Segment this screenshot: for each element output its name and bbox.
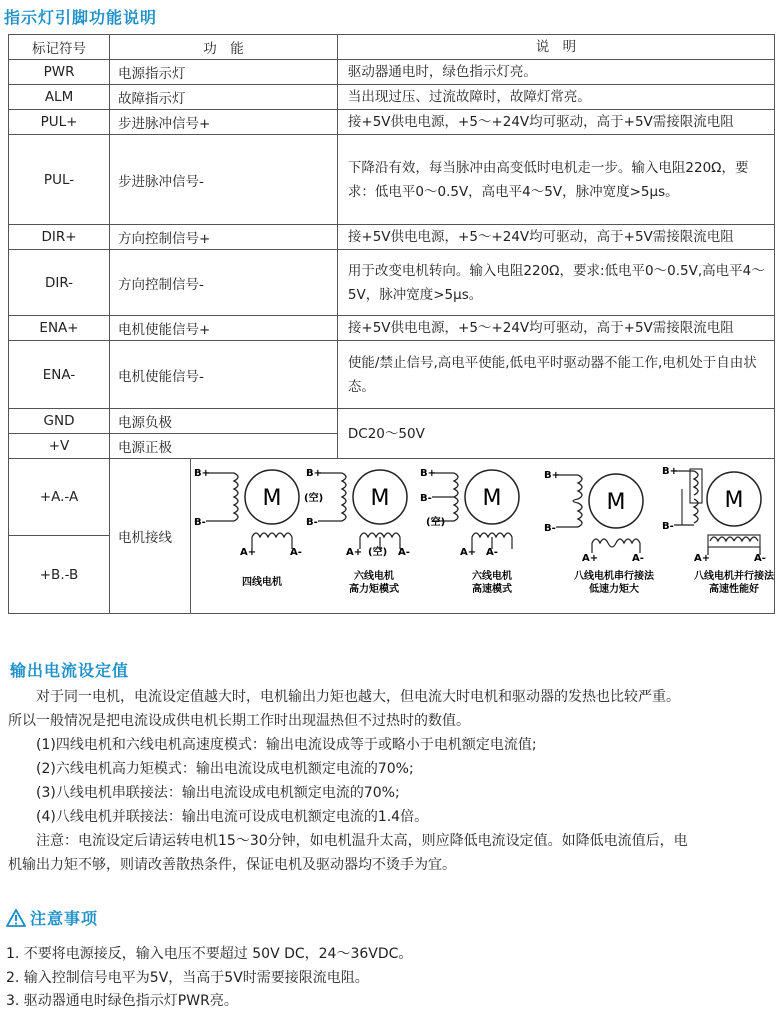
cell-symbol-a: +A.-A <box>9 459 110 536</box>
cell-symbol: GND <box>9 409 110 434</box>
motor-eight-wire-parallel-diagram <box>662 466 775 595</box>
paragraph-line: (3)八线电机串联接法：输出电流设成电机额定电流的70%; <box>8 785 400 801</box>
motor-letter: M <box>606 490 626 515</box>
notes-title-text: 注意事项 <box>30 909 99 928</box>
coil-b2-icon <box>578 503 582 527</box>
note-item: 2. 输入控制信号电平为5V，当高于5V时需要接限流电阻。 <box>6 970 369 986</box>
current-setting-text <box>8 685 776 877</box>
a-plus-label: A+ <box>346 547 363 558</box>
cell-symbol: DIR- <box>9 250 110 316</box>
coil-a2-icon <box>616 539 640 543</box>
cell-function: 电源负极 <box>110 409 338 434</box>
cell-symbol: PUL- <box>9 135 110 225</box>
coil-a1-icon <box>592 539 608 543</box>
cell-function: 方向控制信号- <box>110 250 338 316</box>
coil-a-icon <box>360 533 400 537</box>
cell-description: 接+5V供电电源，+5～+24V均可驱动，高于+5V需接限流电阻 <box>337 316 774 341</box>
motor-letter: M <box>262 486 282 511</box>
b-plus-label: B+ <box>662 466 679 477</box>
cell-function: 步进脉冲信号- <box>110 135 338 225</box>
cell-symbol: ENA- <box>9 341 110 409</box>
header-symbol: 标记符号 <box>9 35 110 60</box>
table-row <box>9 316 775 341</box>
motor-label: 八线电机串行接法 <box>574 571 655 582</box>
motor-label: 六线电机 <box>472 571 513 582</box>
paragraph-line: 注意：电流设定后请运转电机15～30分钟，如电机温升太高，则应降低电流设定值。如降低电流值后，电 <box>8 833 688 849</box>
wiring-cell <box>110 459 775 614</box>
table-row <box>9 110 775 135</box>
cell-description: 使能/禁止信号,高电平使能,低电平时驱动器不能工作,电机处于自由状态。 <box>337 341 774 409</box>
table-row <box>9 135 775 225</box>
b-plus-label: B+ <box>306 468 323 479</box>
motor-label-line2: 高速性能好 <box>709 584 760 595</box>
b-plus-label: B+ <box>194 468 211 479</box>
a-plus-label: A+ <box>240 547 257 558</box>
motor-label-line2: 低速力矩大 <box>589 584 640 595</box>
kong-label: (空) <box>368 547 388 558</box>
motor-six-wire-torque-diagram <box>304 468 410 595</box>
table-row <box>9 85 775 110</box>
b-minus-label: B- <box>306 517 318 528</box>
cell-symbol: PWR <box>9 60 110 85</box>
a-minus-label: A- <box>754 553 766 564</box>
cell-power-description: DC20～50V <box>337 409 774 459</box>
a-plus-label: A+ <box>582 553 599 564</box>
table-row <box>9 250 775 316</box>
cell-symbol: ALM <box>9 85 110 110</box>
a-minus-label: A- <box>290 547 302 558</box>
coil-b1-icon <box>578 475 582 499</box>
cell-description: 下降沿有效，每当脉冲由高变低时电机走一步。输入电阻220Ω，要求：低电平0～0.5V，高电平4～5V，脉冲宽度>5μs。 <box>337 135 774 225</box>
b-minus-label: B- <box>662 521 674 532</box>
coil-a1-icon <box>710 537 734 541</box>
coil-b-icon <box>342 473 346 521</box>
cell-function: 故障指示灯 <box>110 85 338 110</box>
motor-letter: M <box>724 488 744 513</box>
section-title-pins: 指示灯引脚功能说明 <box>4 8 158 27</box>
motor-label: 六线电机 <box>354 571 395 582</box>
paragraph-line: 对于同一电机，电流设定值越大时，电机输出力矩也越大，但电流大时电机和驱动器的发热也比较严重。 <box>8 689 680 705</box>
a-minus-label: A- <box>632 553 644 564</box>
b-minus-label: B- <box>420 493 432 504</box>
coil-b-icon <box>454 473 458 521</box>
coil-a-icon <box>472 533 512 537</box>
motor-wiring-diagrams <box>194 459 780 617</box>
table-row <box>9 225 775 250</box>
cell-function: 电源指示灯 <box>110 60 338 85</box>
kong-label: (空) <box>426 517 446 528</box>
wiring-divider <box>190 459 191 613</box>
motor-label: 八线电机并行接法 <box>694 571 775 582</box>
cell-symbol: ENA+ <box>9 316 110 341</box>
motor-eight-wire-series-diagram <box>544 470 655 595</box>
cell-function: 电机使能信号- <box>110 341 338 409</box>
b-minus-label: B- <box>194 517 206 528</box>
coil-a-icon <box>252 533 292 537</box>
motor-label: 四线电机 <box>242 577 283 588</box>
b-minus-label: B- <box>544 523 556 534</box>
table-header-row <box>9 35 775 60</box>
coil-b1-icon <box>694 471 698 495</box>
motor-six-wire-speed-diagram <box>420 468 519 595</box>
header-function: 功 能 <box>110 35 338 60</box>
cell-symbol: DIR+ <box>9 225 110 250</box>
coil-a2-icon <box>734 537 758 541</box>
cell-symbol: +V <box>9 434 110 459</box>
kong-label: (空) <box>304 493 324 504</box>
paragraph-line: 所以一般情况是把电流设成供电机长期工作时出现温热但不过热时的数值。 <box>8 713 470 729</box>
b-plus-label: B+ <box>420 468 437 479</box>
cell-function: 步进脉冲信号+ <box>110 110 338 135</box>
cell-description: 当出现过压、过流故障时，故障灯常亮。 <box>337 85 774 110</box>
a-plus-label: A+ <box>460 547 477 558</box>
motor-label-line2: 高力矩模式 <box>349 584 400 595</box>
warning-icon <box>6 909 26 927</box>
cell-description: 驱动器通电时，绿色指示灯亮。 <box>337 60 774 85</box>
coil-b-icon <box>234 473 238 521</box>
motor-letter: M <box>370 486 390 511</box>
note-item: 3. 驱动器通电时绿色指示灯PWR亮。 <box>6 993 238 1009</box>
section-title-notes <box>6 906 98 929</box>
a-plus-label: A+ <box>694 553 711 564</box>
header-description: 说 明 <box>337 35 774 60</box>
cell-function: 电源正极 <box>110 434 338 459</box>
cell-symbol-b: +B.-B <box>9 536 110 614</box>
motor-letter: M <box>482 486 502 511</box>
cell-description: 用于改变电机转向。输入电阻220Ω，要求:低电平0～0.5V,高电平4～5V，脉冲宽度>5μs。 <box>337 250 774 316</box>
a-minus-label: A- <box>486 547 498 558</box>
cell-description: 接+5V供电电源，+5～+24V均可驱动，高于+5V需接限流电阻 <box>337 225 774 250</box>
note-item: 1. 不要将电源接反，输入电压不要超过 50V DC，24～36VDC。 <box>6 946 413 962</box>
cell-function: 电机使能信号+ <box>110 316 338 341</box>
table-row <box>9 409 775 434</box>
cell-function-wiring: 电机接线 <box>118 530 173 546</box>
table-row <box>9 60 775 85</box>
motor-label-line2: 高速模式 <box>472 584 513 595</box>
table-row <box>9 341 775 409</box>
pin-function-table <box>8 34 775 614</box>
paragraph-line: 机输出力矩不够，则请改善散热条件，保证电机及驱动器均不烫手为宜。 <box>8 857 456 873</box>
table-row <box>9 459 775 536</box>
motor-four-wire-diagram <box>194 468 302 588</box>
b-plus-label: B+ <box>544 470 561 481</box>
a-minus-label: A- <box>398 547 410 558</box>
cell-description: 接+5V供电电源，+5～+24V均可驱动，高于+5V需接限流电阻 <box>337 110 774 135</box>
paragraph-line: (4)八线电机并联接法：输出电流可设成电机额定电流的1.4倍。 <box>8 809 429 825</box>
paragraph-line: (1)四线电机和六线电机高速度模式：输出电流设成等于或略小于电机额定电流值; <box>8 737 537 753</box>
cell-function: 方向控制信号+ <box>110 225 338 250</box>
section-title-current: 输出电流设定值 <box>10 661 130 680</box>
cell-symbol: PUL+ <box>9 110 110 135</box>
paragraph-line: (2)六线电机高力矩模式：输出电流设成电机额定电流的70%; <box>8 761 414 777</box>
